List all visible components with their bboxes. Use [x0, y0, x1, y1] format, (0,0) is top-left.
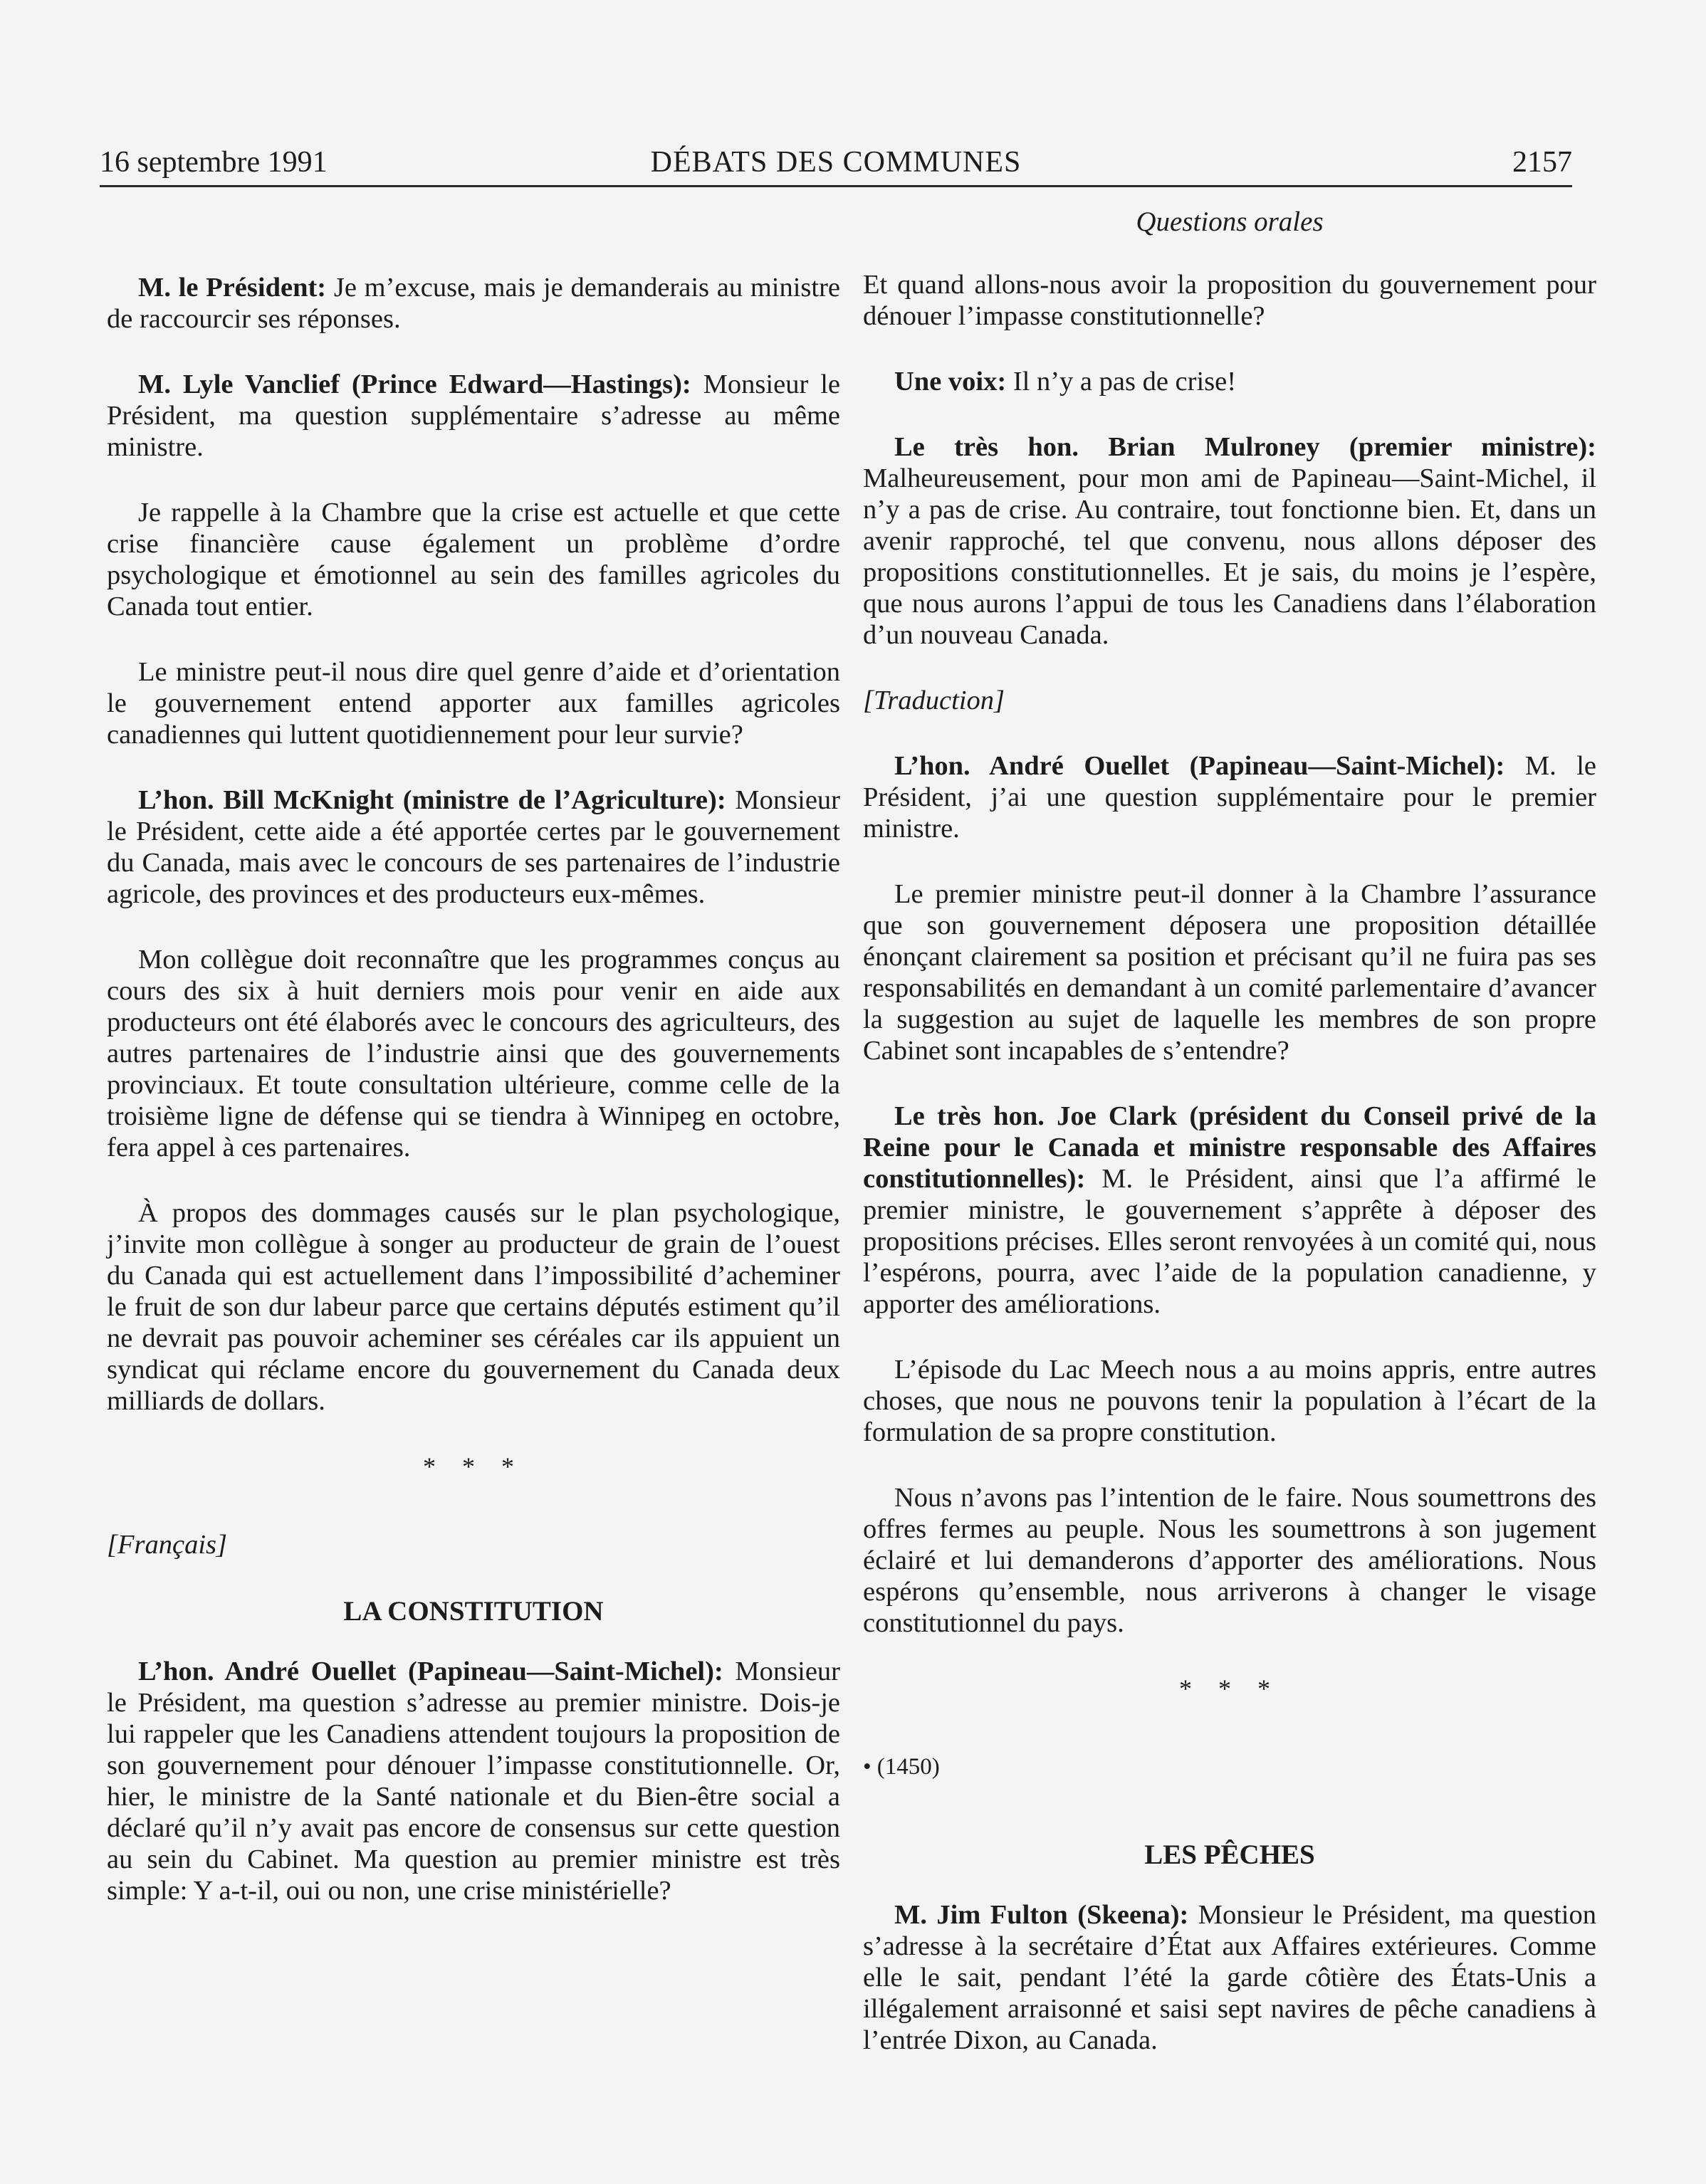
- speaker-name: Le très hon. Brian Mulroney (premier ministre):: [894, 432, 1596, 462]
- language-tag: [Français]: [107, 1530, 227, 1560]
- speaker-name: L’hon. Bill McKnight (ministre de l’Agriculture):: [138, 785, 726, 815]
- section-separator: * * *: [1179, 1674, 1280, 1703]
- paragraph: [107, 784, 840, 910]
- speaker-name: M. le Président:: [138, 273, 327, 303]
- header-date: 16 septembre 1991: [100, 146, 328, 179]
- timestamp: • (1450): [863, 1754, 940, 1780]
- speech-text: Monsieur le Président, ma question supplémentaire s’adresse au même ministre.: [107, 369, 840, 462]
- speaker-name: M. Lyle Vanclief (Prince Edward—Hastings):: [138, 369, 691, 399]
- paragraph: Le premier ministre peut-il donner à la Chambre l’assurance que son gouvernement déposera une proposition détaillée énonçant clairement sa position et précisant qu’il ne fuira pas ses responsabilités en demandant à un comité parlementaire d’avancer la suggestion au sujet de laquelle les membres de son propre Cabinet sont incapables de s’entendre?: [863, 879, 1596, 1066]
- section-heading: LES PÊCHES: [1144, 1839, 1315, 1870]
- section-heading: LA CONSTITUTION: [343, 1596, 604, 1627]
- paragraph: L’épisode du Lac Meech nous a au moins appris, entre autres choses, que nous ne pouvons tenir la population à l’écart de la formulation de sa propre constitution.: [863, 1355, 1596, 1447]
- paragraph: Mon collègue doit reconnaître que les programmes conçus au cours des six à huit derniers mois pour venir en aide aux producteurs ont été élaborés avec le concours des agriculteurs, des autres partenaires de l’industrie ainsi que des gouvernements provinciaux. Et toute consultation ultérieure, comme celle de la troisième ligne de défense qui se tiendra à Winnipeg en octobre, fera appel à ces partenaires.: [107, 945, 840, 1162]
- speech-text: M. le Président, j’ai une question supplémentaire pour le premier ministre.: [863, 751, 1596, 844]
- speaker-name: L’hon. André Ouellet (Papineau—Saint-Michel):: [138, 1657, 723, 1686]
- header-title: DÉBATS DES COMMUNES: [650, 146, 1022, 179]
- running-head: Questions orales: [1136, 206, 1324, 237]
- speaker-name: Le très hon. Joe Clark (président du Conseil privé de la Reine pour le Canada et ministre responsable des Affaires constitutionnelles):: [863, 1101, 1596, 1194]
- paragraph: [863, 1899, 1596, 2056]
- paragraph: [863, 1101, 1596, 1320]
- paragraph: [107, 1656, 840, 1906]
- speech-text: Je m’excuse, mais je demanderais au ministre de raccourcir ses réponses.: [107, 273, 840, 334]
- speech-text: M. le Président, ainsi que l’a affirmé le premier ministre, le gouvernement s’apprête à déposer des propositions précises. Elles seront renvoyées à un comité qui, nous l’espérons, pourra, avec l’aide de la population canadienne, y apporter des améliorations.: [863, 1164, 1596, 1319]
- paragraph: [107, 272, 840, 335]
- speech-text: Monsieur le Président, ma question s’adresse au premier ministre. Dois-je lui rappeler que les Canadiens attendent toujours la proposition de son gouvernement pour dénouer l’impasse constitutionnelle. Or, hier, le ministre de la Santé nationale et du Bien-être social a déclaré qu’il n’y avait pas encore de consensus sur cette question au sein du Cabinet. Ma question au premier ministre est très simple: Y a-t-il, oui ou non, une crise ministérielle?: [107, 1657, 841, 1906]
- right-column: [863, 206, 1596, 2090]
- speaker-name: Une voix:: [894, 367, 1007, 397]
- paragraph: [107, 369, 840, 463]
- paragraph: Nous n’avons pas l’intention de le faire. Nous soumettrons des offres fermes au peuple. Nous les soumettrons à son jugement éclairé et lui demanderons d’apporter des améliorations. Nous espérons qu’ensemble, nous arriverons à changer le visage constitutionnel du pays.: [863, 1483, 1596, 1638]
- paragraph: Je rappelle à la Chambre que la crise est actuelle et que cette crise financière cause également un problème d’ordre psychologique et émotionnel au sein des familles agricoles du Canada tout entier.: [107, 498, 840, 621]
- paragraph: Le ministre peut-il nous dire quel genre d’aide et d’orientation le gouvernement entend apporter aux familles agricoles canadiennes qui luttent quotidiennement pour leur survie?: [107, 657, 840, 750]
- page-header: [100, 142, 1572, 187]
- header-page-number: 2157: [1512, 146, 1572, 179]
- left-column: [107, 272, 840, 1941]
- paragraph: [863, 366, 1596, 397]
- section-separator: * * *: [423, 1452, 524, 1481]
- speech-text: Malheureusement, pour mon ami de Papineau—Saint-Michel, il n’y a pas de crise. Au contraire, tout fonctionne bien. Et, dans un avenir rapproché, tel que convenu, nous allons déposer des propositions constitutionnelles. Et je sais, du moins je l’espère, que nous aurons l’appui de tous les Canadiens dans l’élaboration d’un nouveau Canada.: [863, 463, 1596, 650]
- paragraph: [863, 750, 1596, 844]
- language-tag: [Traduction]: [863, 686, 1005, 715]
- paragraph: À propos des dommages causés sur le plan psychologique, j’invite mon collègue à songer au producteur de grain de l’ouest du Canada qui est actuellement dans l’impossibilité d’acheminer le fruit de son dur labeur parce que certains députés estiment qu’il ne devrait pas pouvoir acheminer ses céréales car ils appuient un syndicat qui réclame encore du gouvernement du Canada deux milliards de dollars.: [107, 1198, 840, 1416]
- speaker-name: L’hon. André Ouellet (Papineau—Saint-Michel):: [894, 751, 1505, 781]
- speech-text: Monsieur le Président, ma question s’adresse à la secrétaire d’État aux Affaires extérieures. Comme elle le sait, pendant l’été la garde côtière des États-Unis a illégalement arraisonné et saisi sept navires de pêche canadiens à l’entrée Dixon, au Canada.: [863, 1900, 1597, 2055]
- paragraph: Et quand allons-nous avoir la proposition du gouvernement pour dénouer l’impasse constitutionnelle?: [863, 270, 1596, 331]
- speaker-name: M. Jim Fulton (Skeena):: [894, 1900, 1189, 1930]
- speech-text: Il n’y a pas de crise!: [1006, 367, 1237, 397]
- paragraph: [863, 431, 1596, 651]
- speech-text: Monsieur le Président, cette aide a été apportée certes par le gouvernement du Canada, mais avec le concours de ses partenaires de l’industrie agricole, des provinces et des producteurs eux-mêmes.: [107, 785, 840, 909]
